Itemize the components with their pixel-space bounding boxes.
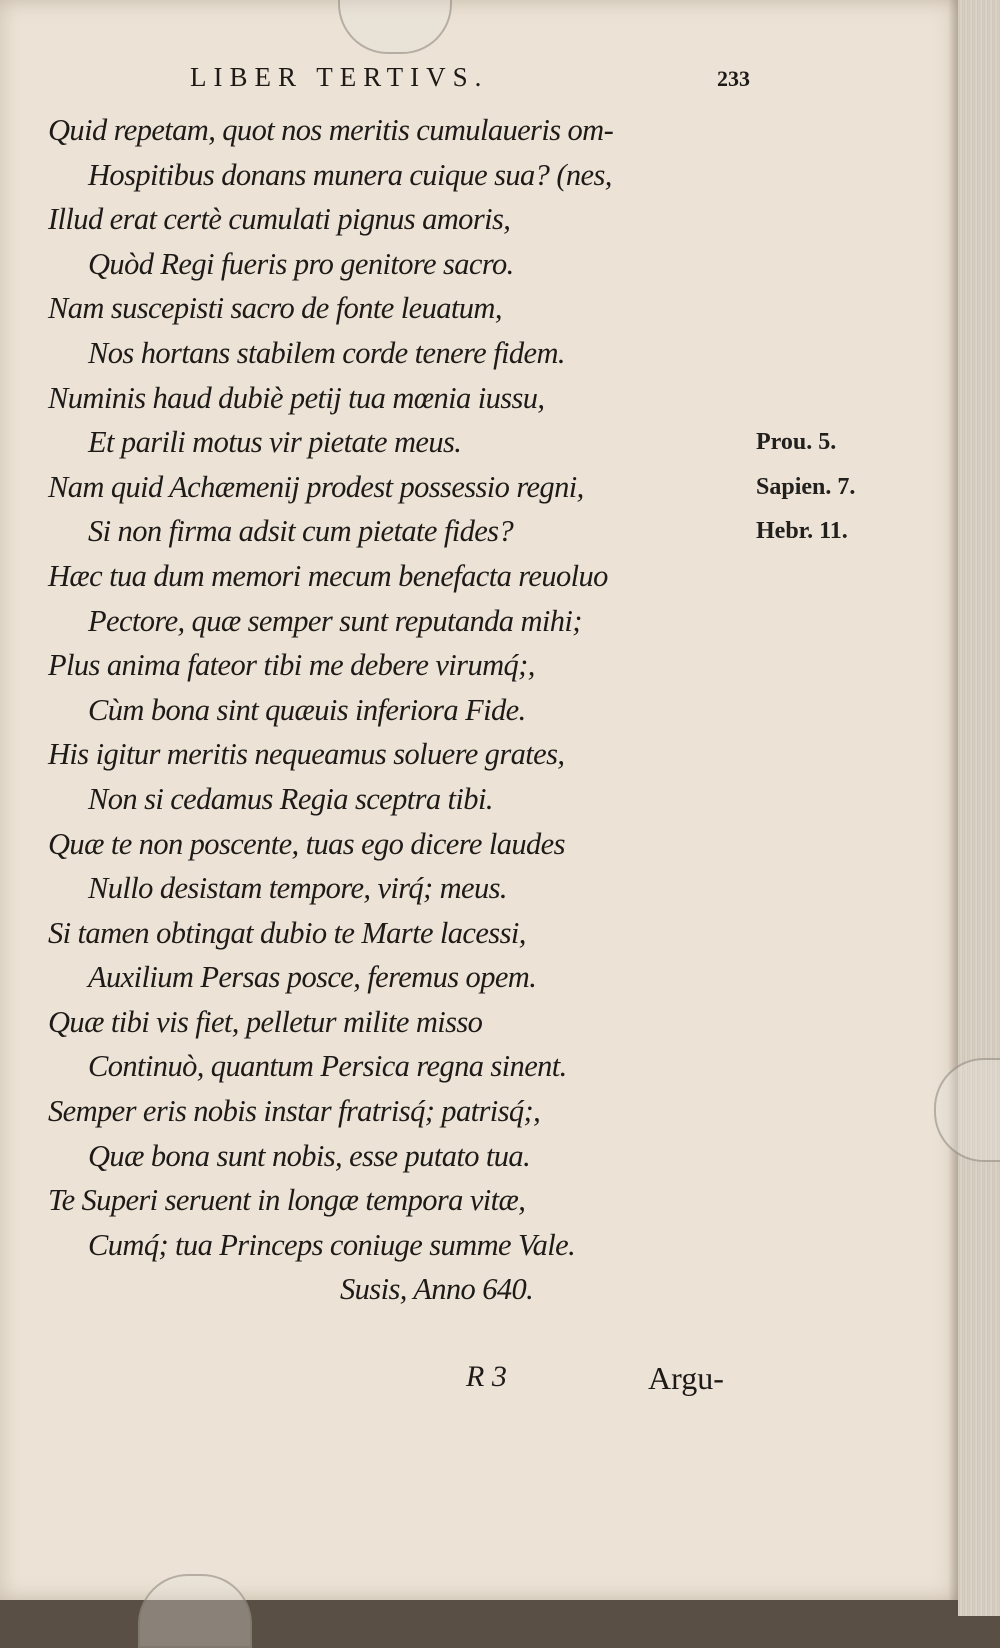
verse-line: Te Superi seruent in longæ tempora vitæ,: [48, 1183, 526, 1218]
verse-line: Hospitibus donans munera cuique sua? (nes,: [88, 157, 612, 192]
verse-line: Numinis haud dubiè petij tua mœnia iussu,: [48, 380, 545, 415]
verse-line: Quòd Regi fueris pro genitore sacro.: [88, 246, 514, 281]
dateline: Susis, Anno 640.: [340, 1272, 534, 1307]
verse-line: Quæ te non poscente, tuas ego dicere laudes: [48, 826, 565, 861]
verse-line: Semper eris nobis instar fratrisq́; patrisq́;,: [48, 1094, 541, 1129]
verse-line: Hæc tua dum memori mecum benefacta reuoluo: [48, 558, 608, 593]
verse-line: Quæ bona sunt nobis, esse putato tua.: [88, 1138, 531, 1173]
verse-line: Illud erat certè cumulati pignus amoris,: [48, 202, 511, 237]
verse-line: Si tamen obtingat dubio te Marte lacessi,: [48, 915, 526, 950]
verse-line: Auxilium Persas posce, feremus opem.: [88, 960, 537, 995]
margin-notes: [756, 420, 896, 554]
margin-note: Prou. 5.: [756, 429, 837, 455]
page-header: [190, 62, 750, 98]
verse-line: Nullo desistam tempore, virq́; meus.: [88, 871, 507, 906]
running-head: LIBER TERTIVS.: [190, 62, 489, 92]
verse-line: Quid repetam, quot nos meritis cumulaueris om-: [48, 113, 614, 147]
margin-note: Hebr. 11.: [756, 518, 848, 545]
page-number: 233: [717, 66, 750, 91]
catchword: Argu-: [648, 1360, 724, 1396]
verse-line: Nos hortans stabilem corde tenere fidem.: [88, 335, 565, 370]
verse-line: Nam suscepisti sacro de fonte leuatum,: [48, 291, 502, 326]
verse-line: Non si cedamus Regia sceptra tibi.: [88, 781, 493, 816]
verse-line: His igitur meritis nequeamus soluere grates,: [48, 737, 565, 772]
verse-line: Continuò, quantum Persica regna sinent.: [88, 1049, 567, 1084]
verse-line: Pectore, quæ semper sunt reputanda mihi;: [88, 603, 582, 638]
verse-line: Quæ tibi vis fiet, pelletur milite misso: [48, 1004, 483, 1039]
poem-text: [48, 108, 768, 1312]
verse-line: Nam quid Achæmenij prodest possessio regni,: [48, 469, 584, 504]
verse-line: Plus anima fateor tibi me debere virumq́;,: [48, 648, 535, 683]
signature-mark: R 3: [466, 1360, 507, 1393]
margin-note: Sapien. 7.: [756, 473, 856, 500]
page-footer: [0, 1360, 968, 1410]
verse-line: Et parili motus vir pietate meus.: [88, 425, 462, 460]
verse-line: Si non firma adsit cum pietate fides?: [88, 514, 514, 549]
verse-line: Cùm bona sint quæuis inferiora Fide.: [88, 692, 526, 727]
verse-line: Cumq́; tua Princeps coniuge summe Vale.: [88, 1227, 576, 1262]
